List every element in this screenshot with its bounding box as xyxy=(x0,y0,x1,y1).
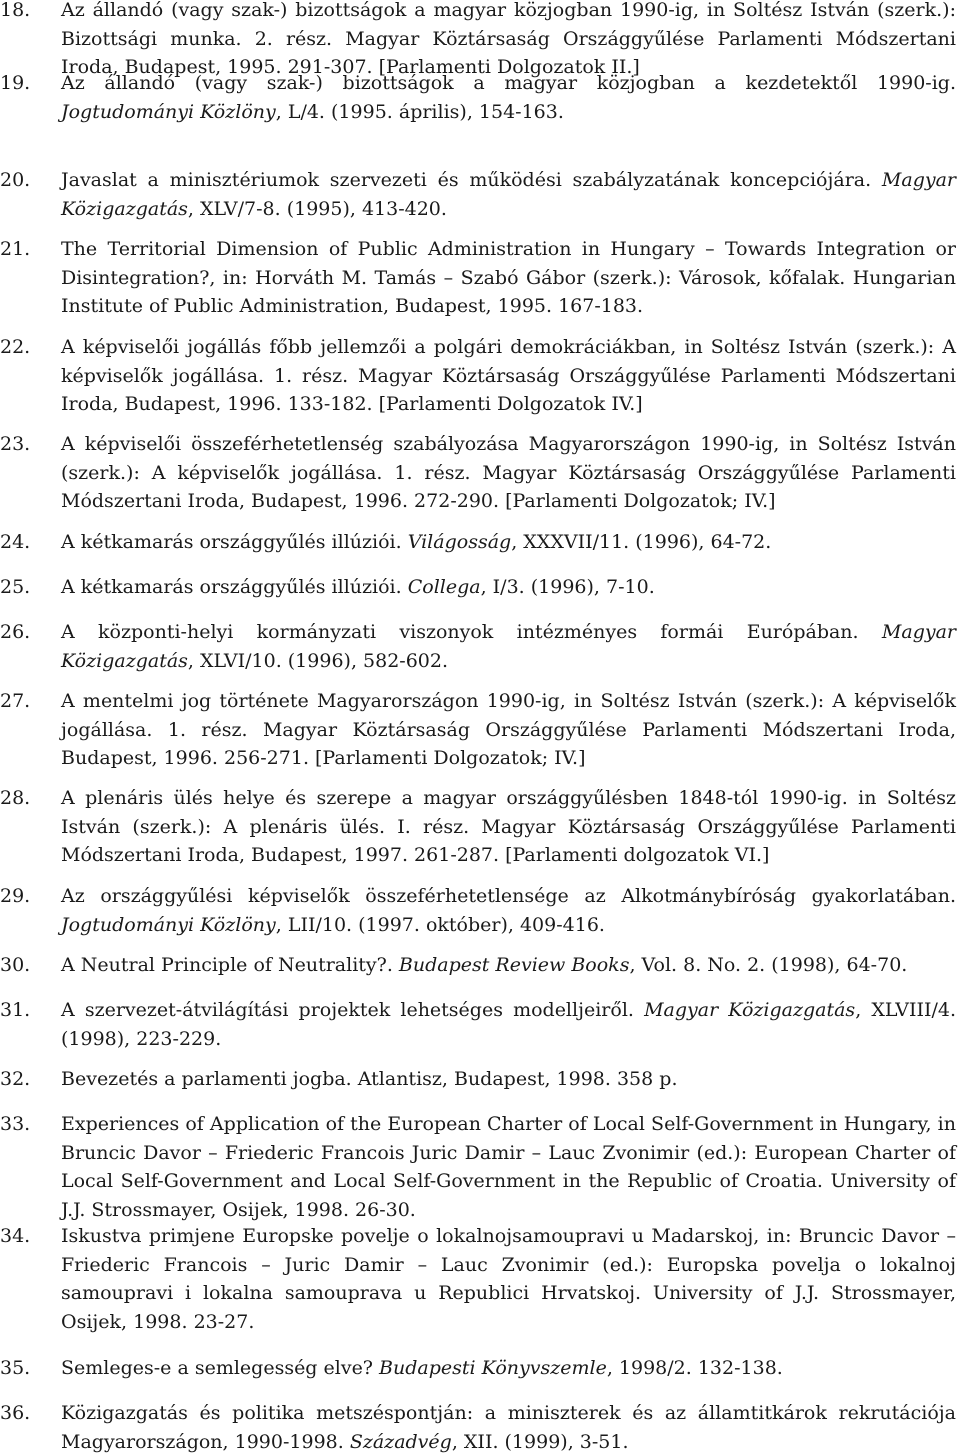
entry-text xyxy=(61,882,956,939)
entry-number: 25. xyxy=(0,576,31,598)
entry-text-segment: A kétkamarás országgyűlés illúziói. xyxy=(61,531,408,553)
journal-title: Jogtudományi Közlöny xyxy=(61,913,276,936)
journal-title: Világosság xyxy=(407,531,512,553)
entry-text-segment: The Territorial Dimension of Public Administration in Hungary – Towards Integration or Disintegration?, in: Horváth M. Tamás – Szabó Gábor (szerk.): Városok, kőfalak. Hungarian Institute of Public Administration, Budapest, 1995. 167-183. xyxy=(61,238,956,317)
entry-number: 31. xyxy=(0,999,31,1021)
journal-title: Budapesti Könyvszemle xyxy=(379,1357,607,1379)
journal-title: Jogtudományi Közlöny xyxy=(61,100,276,123)
entry-number: 30. xyxy=(0,954,31,976)
entry-text-segment: Iskustva primjene Europske povelje o lokalnojsamoupravi u Madarskoj, in: Bruncic Davor – Friederic Francois – Juric Damir – Lauc Zvonimir (ed.): Europska povelja o lokalnoj samoupravi i lokalna samouprava u Republici Hrvatskoj. University of J.J. Strossmayer, Osijek, 1998. 23-27. xyxy=(61,1225,956,1333)
entry-text-segment: Az állandó (vagy szak-) bizottságok a magyar közjogban 1990-ig, in Soltész István (szerk.): Bizottsági munka. 2. rész. Magyar Köztársaság Országgyűlése Parlamenti Módszertani Iroda, Budapest, 1995. 291-307. [Parlamenti Dolgozatok II.] xyxy=(61,0,956,78)
entry-text xyxy=(61,166,956,223)
entry-text xyxy=(61,333,956,419)
entry-text xyxy=(61,69,956,126)
entry-number: 33. xyxy=(0,1113,31,1135)
entry-text-segment: , 1998/2. 132-138. xyxy=(606,1357,783,1379)
entry-text xyxy=(61,573,956,602)
entry-text-segment: A mentelmi jog története Magyarországon 1990-ig, in Soltész István (szerk.): A képviselők jogállása. 1. rész. Magyar Köztársaság Országgyűlése Parlamenti Módszertani Iroda, Budapest, 1996. 256-271. [Parlamenti Dolgozatok; IV.] xyxy=(61,690,956,769)
entry-text-segment: A képviselői jogállás főbb jellemzői a polgári demokráciákban, in Soltész István (szerk.): A képviselők jogállása. 1. rész. Magyar Köztársaság Országgyűlése Parlamenti Módszertani Iroda, Budapest, 1996. 133-182. [Parlamenti Dolgozatok IV.] xyxy=(61,336,956,415)
entry-text-segment: Javaslat a minisztériumok szervezeti és működési szabályzatának koncepciójára. xyxy=(61,169,882,191)
entry-text xyxy=(61,430,956,516)
entry-number: 35. xyxy=(0,1357,31,1379)
entry-number: 28. xyxy=(0,787,31,809)
entry-text xyxy=(61,687,956,773)
entry-text-segment: , XII. (1999), 3-51. xyxy=(451,1430,629,1453)
entry-text xyxy=(61,951,956,980)
entry-number: 32. xyxy=(0,1068,31,1090)
entry-text-segment: Bevezetés a parlamenti jogba. Atlantisz, Budapest, 1998. 358 p. xyxy=(61,1068,678,1090)
entry-number: 34. xyxy=(0,1225,31,1247)
entry-number: 19. xyxy=(0,72,31,94)
entry-text-segment: A képviselői összeférhetetlenség szabályozása Magyarországon 1990-ig, in Soltész István (szerk.): A képviselők jogállása. 1. rész. Magyar Köztársaság Országgyűlése Parlamenti Módszertani Iroda, Budapest, 1996. 272-290. [Parlamenti Dolgozatok; IV.] xyxy=(61,433,956,512)
entry-text-segment: A szervezet-átvilágítási projektek lehetséges modelljeiről. xyxy=(61,999,645,1021)
entry-number: 20. xyxy=(0,169,31,191)
entry-number: 18. xyxy=(0,0,31,21)
entry-text xyxy=(61,996,956,1053)
journal-title: Magyar Közigazgatás xyxy=(61,169,956,220)
entry-number: 29. xyxy=(0,885,31,907)
entry-text xyxy=(61,1354,956,1383)
entry-text-segment: , XLV/7-8. (1995), 413-420. xyxy=(187,197,447,220)
entry-text-segment: , XLVI/10. (1996), 582-602. xyxy=(187,649,449,672)
entry-text-segment: , L/4. (1995. április), 154-163. xyxy=(275,100,564,123)
entry-number: 23. xyxy=(0,433,31,455)
entry-text xyxy=(61,618,956,675)
entry-text xyxy=(61,528,956,557)
journal-title: Magyar Közigazgatás xyxy=(644,999,856,1021)
entry-text xyxy=(61,1399,956,1456)
entry-text-segment: , XLVIII/4. (1998), 223-229. xyxy=(61,999,956,1050)
journal-title: Collega xyxy=(407,576,481,598)
entry-number: 36. xyxy=(0,1402,31,1424)
entry-text xyxy=(61,235,956,321)
entry-text-segment: A központi-helyi kormányzati viszonyok intézményes formái Európában. xyxy=(61,621,882,643)
entry-text xyxy=(61,1222,956,1336)
entry-text xyxy=(61,1065,956,1094)
entry-text-segment: , XXXVII/11. (1996), 64-72. xyxy=(511,531,772,553)
entry-text-segment: , LII/10. (1997. október), 409-416. xyxy=(275,913,605,936)
entry-number: 24. xyxy=(0,531,31,553)
entry-text-segment: A plenáris ülés helye és szerepe a magyar országgyűlésben 1848-tól 1990-ig. in Soltész István (szerk.): A plenáris ülés. I. rész. Magyar Köztársaság Országgyűlése Parlamenti Módszertani Iroda, Budapest, 1997. 261-287. [Parlamenti dolgozatok VI.] xyxy=(61,787,956,866)
entry-text xyxy=(61,784,956,870)
entry-text-segment: Az országgyűlési képviselők összeférhetetlensége az Alkotmánybíróság gyakorlatában. xyxy=(61,885,956,907)
entry-text-segment: A kétkamarás országgyűlés illúziói. xyxy=(61,576,408,598)
journal-title: Budapest Review Books xyxy=(398,954,630,976)
entry-number: 22. xyxy=(0,336,31,358)
entry-text xyxy=(61,1110,956,1224)
entry-text-segment: Experiences of Application of the European Charter of Local Self-Government in Hungary, in Bruncic Davor – Friederic Francois Juric Damir – Lauc Zvonimir (ed.): European Charter of Local Self-Government and Local Self-Government in the Republic of Croatia. University of J.J. Strossmayer, Osijek, 1998. 26-30. xyxy=(61,1113,956,1221)
entry-number: 26. xyxy=(0,621,31,643)
entry-text-segment: Az állandó (vagy szak-) bizottságok a magyar közjogban a kezdetektől 1990-ig. xyxy=(61,72,956,94)
entry-text-segment: A Neutral Principle of Neutrality?. xyxy=(61,954,399,976)
entry-text-segment: Közigazgatás és politika metszéspontján: a miniszterek és az államtitkárok rekrutációja Magyarországon, 1990-1998. xyxy=(61,1402,956,1453)
entry-text-segment: Semleges-e a semlegesség elve? xyxy=(61,1357,380,1379)
entry-number: 21. xyxy=(0,238,31,260)
entry-text-segment: , I/3. (1996), 7-10. xyxy=(480,576,655,598)
journal-title: Magyar Közigazgatás xyxy=(61,621,956,672)
entry-text-segment: , Vol. 8. No. 2. (1998), 64-70. xyxy=(629,954,908,976)
journal-title: Századvég xyxy=(349,1430,452,1453)
entry-number: 27. xyxy=(0,690,31,712)
